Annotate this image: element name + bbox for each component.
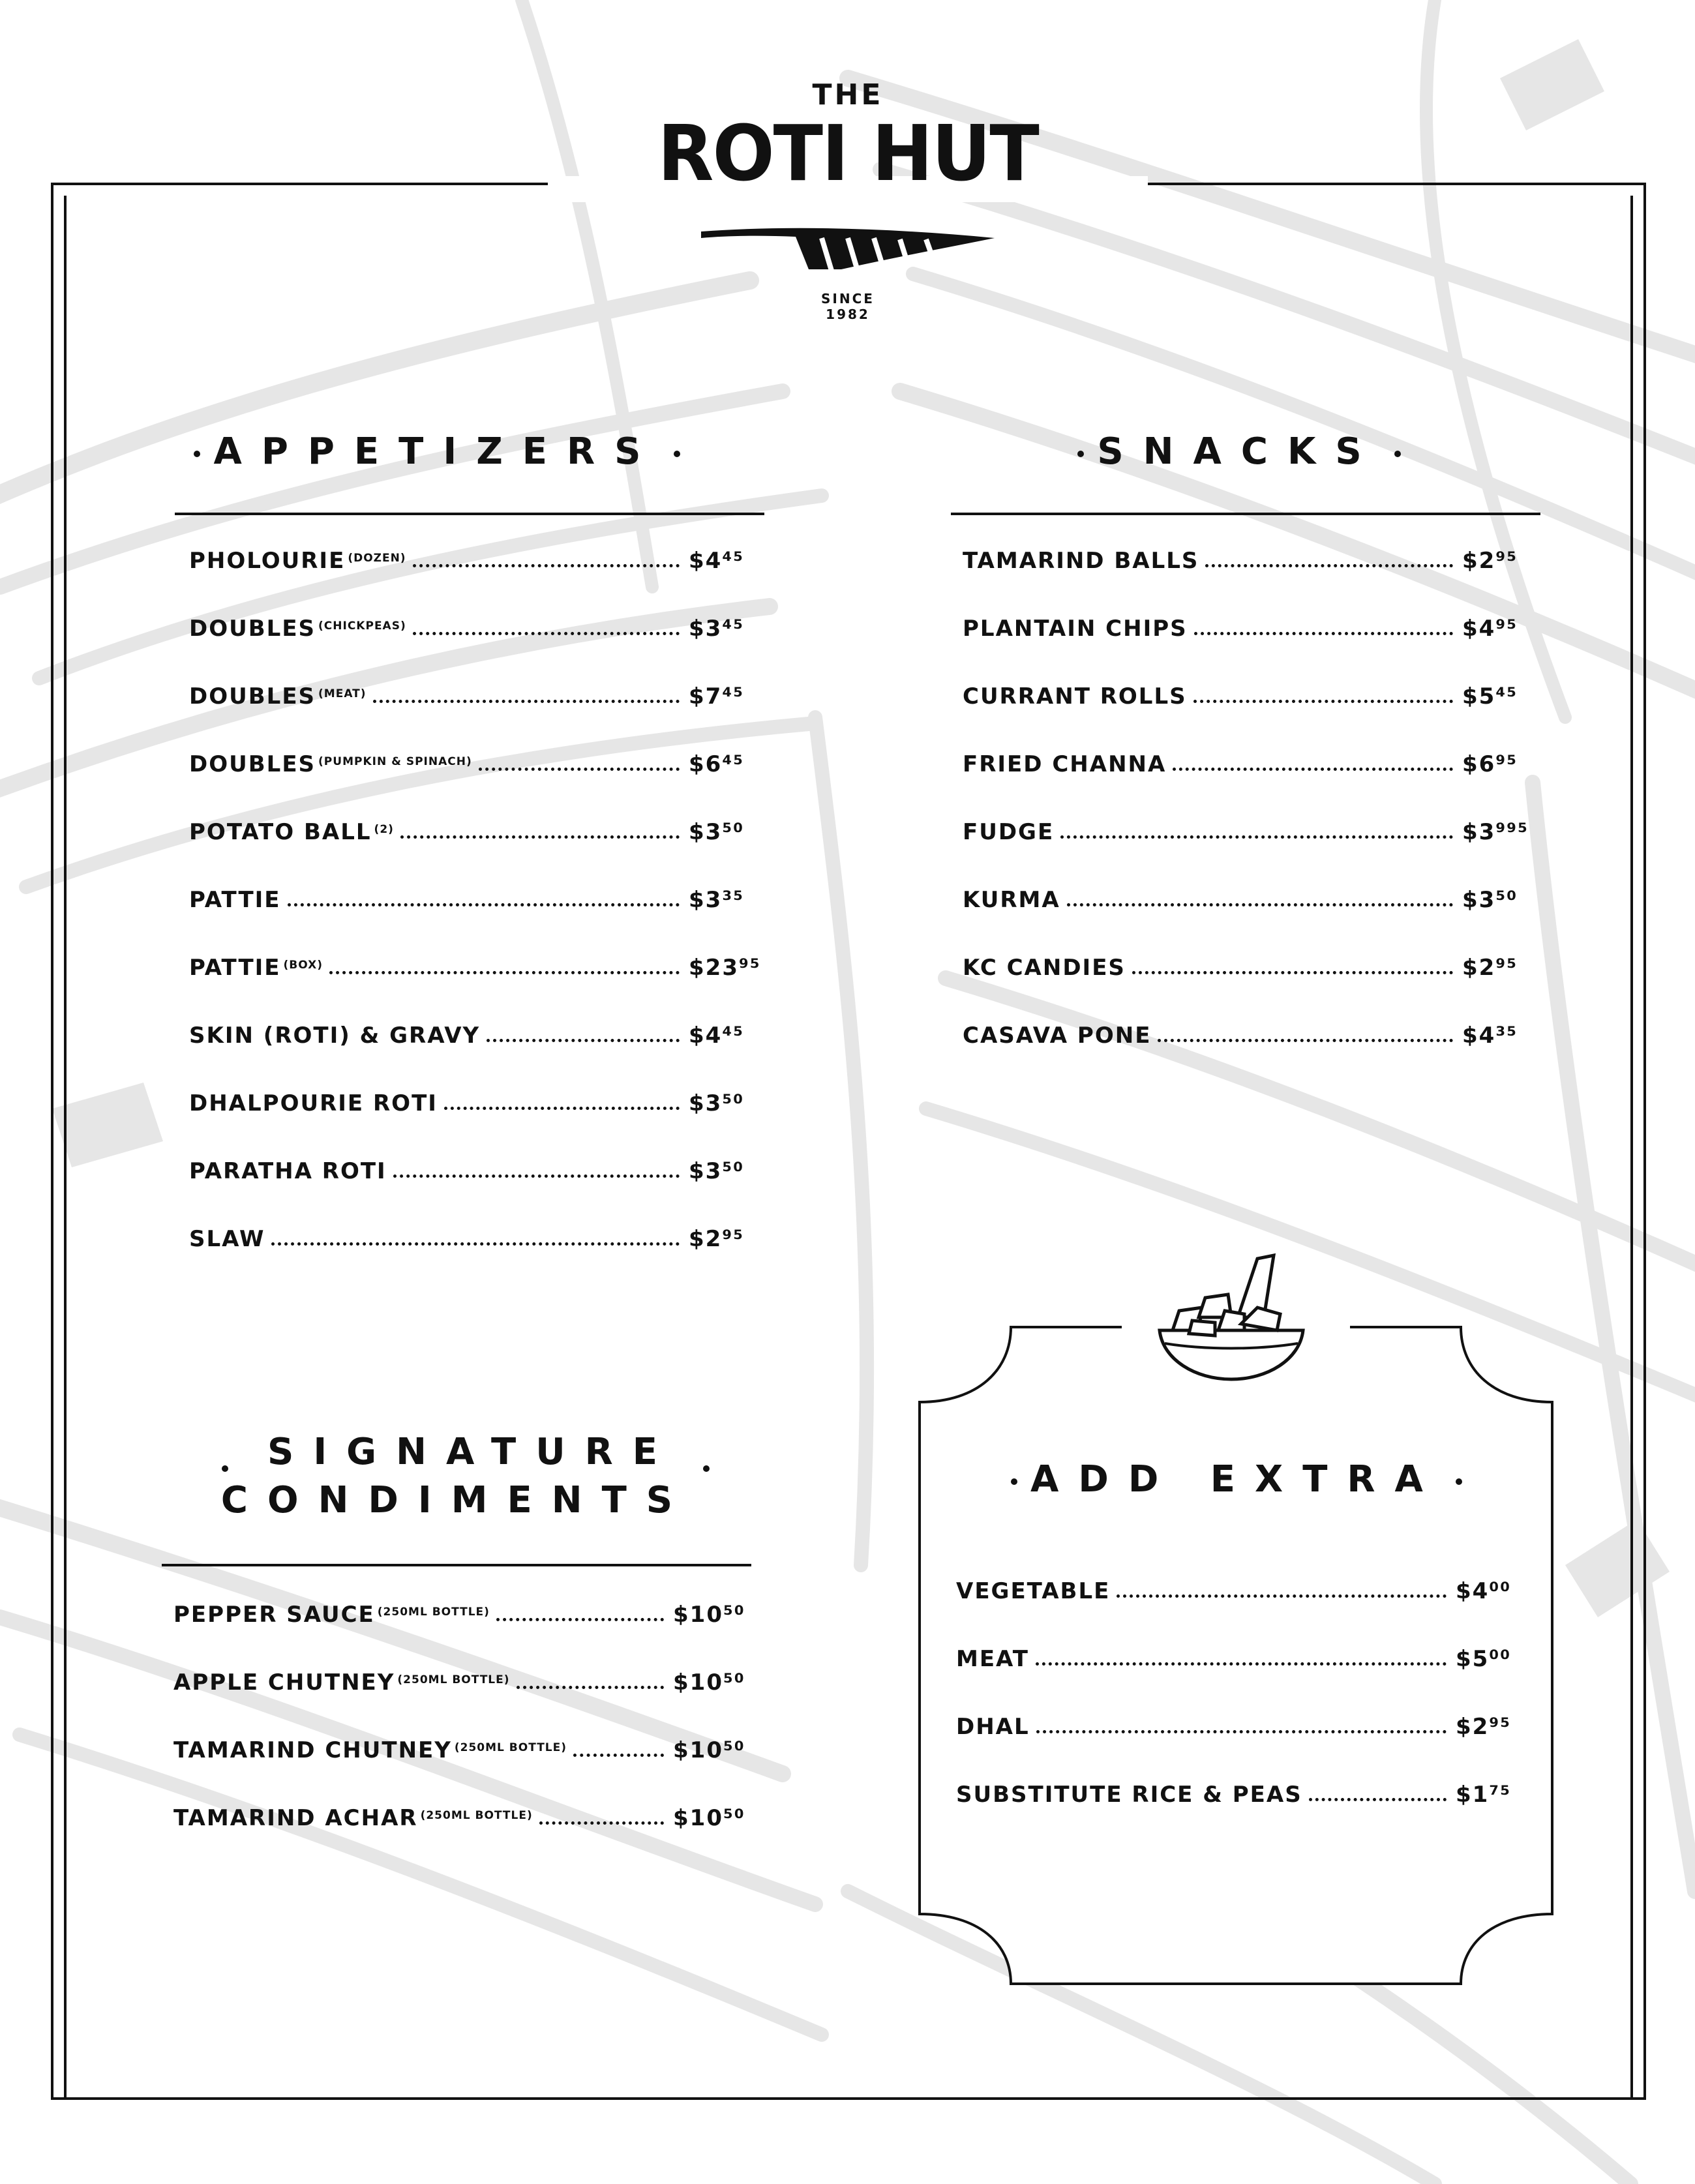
dot-leader xyxy=(400,835,680,839)
menu-item-note: (MEAT) xyxy=(318,687,367,700)
brand-logo xyxy=(652,72,1043,333)
menu-item-price: $2⁹⁵ xyxy=(1462,548,1518,574)
menu-item-price: $4³⁵ xyxy=(1462,1023,1518,1049)
menu-item-name: SLAW xyxy=(189,1226,265,1252)
dot-leader xyxy=(1036,1662,1447,1666)
appetizers-heading xyxy=(176,430,698,473)
menu-item-price: $2⁹⁵ xyxy=(1456,1714,1512,1740)
menu-item xyxy=(963,1010,1527,1049)
dot-leader xyxy=(517,1686,664,1689)
menu-item-price: $23⁹⁵ xyxy=(689,955,761,981)
menu-item-name: PLANTAIN CHIPS xyxy=(963,616,1188,642)
brand-since xyxy=(652,291,1043,322)
menu-item xyxy=(189,1145,754,1184)
menu-item-name: KC CANDIES xyxy=(963,955,1126,981)
leaf-icon xyxy=(698,212,998,271)
menu-item xyxy=(189,670,754,710)
brand-name: ROTI HUT xyxy=(657,109,1038,199)
dot-leader xyxy=(1067,903,1453,906)
dot-leader xyxy=(1117,1594,1447,1598)
menu-item-price: $3⁵⁰ xyxy=(1462,887,1518,913)
menu-item xyxy=(189,1077,754,1116)
menu-item-price: $10⁵⁰ xyxy=(673,1737,745,1763)
menu-item-name: TAMARIND ACHAR xyxy=(173,1805,418,1831)
bullet-icon xyxy=(703,1465,710,1472)
bullet-icon xyxy=(1456,1478,1462,1485)
menu-item xyxy=(956,1701,1521,1740)
menu-item-price: $4⁴⁵ xyxy=(689,548,745,574)
menu-item-price: $3⁵⁰ xyxy=(689,819,745,845)
menu-item-price: $10⁵⁰ xyxy=(673,1602,745,1628)
menu-item-price: $4⁴⁵ xyxy=(689,1023,745,1049)
dot-leader xyxy=(539,1821,664,1825)
menu-item-name: CURRANT ROLLS xyxy=(963,683,1187,710)
snacks-title: SNACKS xyxy=(1097,430,1381,473)
menu-item xyxy=(189,942,761,981)
menu-item-name: SKIN (ROTI) & GRAVY xyxy=(189,1023,481,1049)
bullet-icon xyxy=(1077,451,1084,457)
menu-item-price: $4⁹⁵ xyxy=(1462,616,1518,642)
menu-item xyxy=(956,1565,1521,1604)
menu-item-price: $6⁹⁵ xyxy=(1462,751,1518,777)
menu-item-price: $5⁰⁰ xyxy=(1456,1646,1512,1672)
condiments-title-line1 xyxy=(209,1428,704,1476)
menu-item-price: $3⁵⁰ xyxy=(689,1090,745,1116)
menu-item-price: $2⁹⁵ xyxy=(1462,955,1518,981)
menu-item-name: TAMARIND BALLS xyxy=(963,548,1199,574)
menu-item xyxy=(173,1724,745,1763)
add-extra-title: ADD EXTRA xyxy=(1030,1458,1443,1501)
dot-leader xyxy=(573,1754,664,1757)
appetizers-title: APPETIZERS xyxy=(213,430,661,473)
menu-item-note: (250ML BOTTLE) xyxy=(377,1606,490,1619)
dot-leader xyxy=(271,1242,680,1246)
menu-item-price: $3⁵⁰ xyxy=(689,1158,745,1184)
menu-item xyxy=(173,1656,745,1696)
condiments-title-word1: SIGNATURE xyxy=(267,1431,678,1473)
snacks-rule xyxy=(951,513,1540,515)
menu-item-name: TAMARIND CHUTNEY xyxy=(173,1737,452,1763)
menu-item-name: MEAT xyxy=(956,1646,1029,1672)
menu-item-name: DHALPOURIE ROTI xyxy=(189,1090,438,1116)
menu-item-price: $3³⁵ xyxy=(689,887,745,913)
dot-leader xyxy=(1194,632,1453,635)
menu-item xyxy=(189,738,754,777)
menu-item-price: $10⁵⁰ xyxy=(673,1805,745,1831)
condiments-title-line2: CONDIMENTS xyxy=(220,1479,693,1521)
menu-item-price: $6⁴⁵ xyxy=(689,751,745,777)
menu-item-name: CASAVA PONE xyxy=(963,1023,1152,1049)
dot-leader xyxy=(487,1039,680,1042)
bullet-icon xyxy=(1011,1478,1017,1485)
menu-item-name: SUBSTITUTE RICE & PEAS xyxy=(956,1782,1302,1808)
dot-leader xyxy=(1205,564,1453,567)
menu-item-name: FRIED CHANNA xyxy=(963,751,1167,777)
snacks-heading xyxy=(1043,430,1435,473)
menu-item xyxy=(963,942,1527,981)
menu-item-note: (BOX) xyxy=(283,959,323,972)
menu-item-name: PATTIE xyxy=(189,887,281,913)
menu-item-price: $7⁴⁵ xyxy=(689,683,745,710)
menu-item-name: DOUBLES xyxy=(189,751,316,777)
dot-leader xyxy=(1132,971,1453,974)
menu-item xyxy=(189,874,754,913)
menu-item xyxy=(189,535,754,574)
bowl-icon xyxy=(1153,1246,1310,1389)
menu-item xyxy=(189,806,754,845)
menu-item-name: PARATHA ROTI xyxy=(189,1158,387,1184)
dot-leader xyxy=(373,700,680,703)
menu-item-name: PATTIE xyxy=(189,955,281,981)
menu-item-note: (250ML BOTTLE) xyxy=(420,1809,533,1822)
menu-item-name: PHOLOURIE xyxy=(189,548,346,574)
add-extra-heading xyxy=(998,1458,1454,1501)
menu-item-name: DOUBLES xyxy=(189,616,316,642)
dot-leader xyxy=(329,971,680,974)
menu-item xyxy=(963,535,1527,574)
dot-leader xyxy=(479,768,680,771)
since-year: 1982 xyxy=(826,307,870,322)
menu-item xyxy=(189,1010,754,1049)
condiments-heading xyxy=(209,1428,704,1525)
menu-item xyxy=(173,1792,745,1831)
menu-item xyxy=(963,603,1527,642)
menu-item-price: $5⁴⁵ xyxy=(1462,683,1518,710)
dot-leader xyxy=(413,564,680,567)
bullet-icon xyxy=(1394,451,1401,457)
menu-item-price: $1⁷⁵ xyxy=(1456,1782,1512,1808)
menu-item-price: $10⁵⁰ xyxy=(673,1669,745,1696)
dot-leader xyxy=(1193,700,1453,703)
menu-item-note: (2) xyxy=(374,823,394,836)
menu-item xyxy=(963,806,1527,845)
dot-leader xyxy=(413,632,680,635)
menu-item-note: (250ML BOTTLE) xyxy=(397,1673,510,1686)
menu-item-name: PEPPER SAUCE xyxy=(173,1602,375,1628)
menu-item-name: VEGETABLE xyxy=(956,1578,1111,1604)
menu-item-name: POTATO BALL xyxy=(189,819,372,845)
menu-item-note: (CHICKPEAS) xyxy=(318,620,406,633)
menu-item-price: $4⁰⁰ xyxy=(1456,1578,1512,1604)
brand-the: THE xyxy=(812,78,884,112)
dot-leader xyxy=(496,1618,664,1621)
menu-item xyxy=(189,603,754,642)
dot-leader xyxy=(444,1107,680,1110)
dot-leader xyxy=(1036,1730,1447,1733)
condiments-rule xyxy=(162,1564,751,1566)
menu-item-name: APPLE CHUTNEY xyxy=(173,1669,395,1696)
menu-item xyxy=(956,1633,1521,1672)
menu-item xyxy=(963,874,1527,913)
dot-leader xyxy=(288,903,680,906)
menu-item-price: $3⁴⁵ xyxy=(689,616,745,642)
menu-item-price: $2⁹⁵ xyxy=(689,1226,745,1252)
bullet-icon xyxy=(674,451,680,457)
since-label: SINCE xyxy=(821,291,875,307)
menu-item-name: DOUBLES xyxy=(189,683,316,710)
menu-item-name: FUDGE xyxy=(963,819,1055,845)
menu-item xyxy=(963,738,1527,777)
menu-item-name: DHAL xyxy=(956,1714,1030,1740)
menu-item-note: (250ML BOTTLE) xyxy=(454,1741,567,1754)
dot-leader xyxy=(393,1174,680,1178)
bullet-icon xyxy=(222,1465,228,1472)
dot-leader xyxy=(1173,768,1453,771)
menu-item xyxy=(963,670,1527,710)
menu-item-name: KURMA xyxy=(963,887,1060,913)
dot-leader xyxy=(1309,1798,1447,1801)
menu-item-note: (DOZEN) xyxy=(348,552,406,565)
dot-leader xyxy=(1060,835,1453,839)
dot-leader xyxy=(1158,1039,1453,1042)
menu-item-note: (PUMPKIN & SPINACH) xyxy=(318,755,472,768)
menu-item xyxy=(956,1769,1521,1808)
menu-item-price: $3⁹⁹⁵ xyxy=(1462,819,1529,845)
menu-item xyxy=(189,1213,754,1252)
appetizers-rule xyxy=(175,513,764,515)
menu-item xyxy=(173,1589,745,1628)
bullet-icon xyxy=(194,451,200,457)
